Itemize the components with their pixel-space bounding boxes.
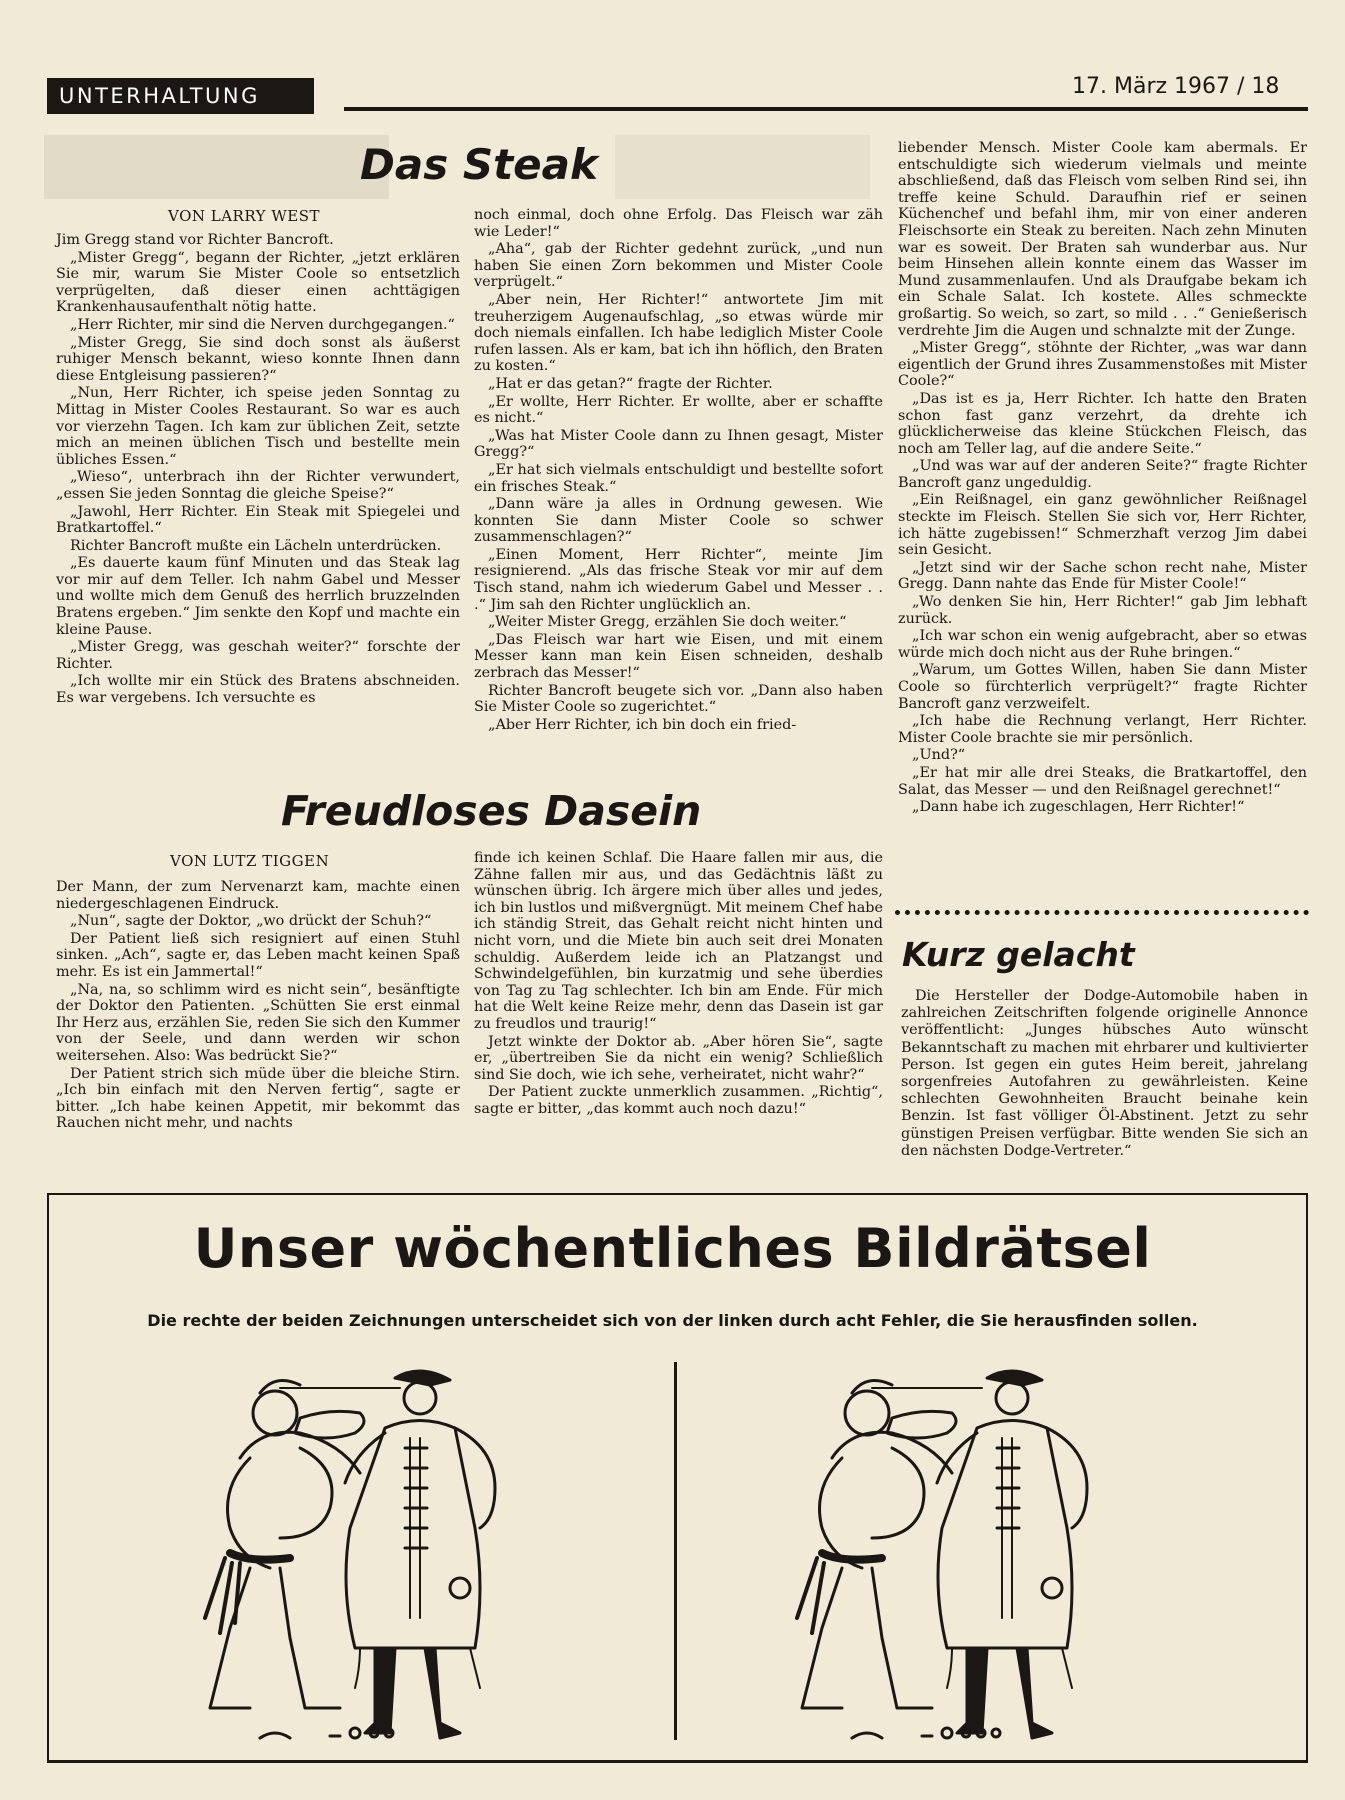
drawing-divider	[674, 1362, 677, 1740]
paragraph: „Aber Herr Richter, ich bin doch ein fried-	[488, 716, 797, 733]
dasein-column-2	[474, 850, 883, 1119]
paragraph: „Warum, um Gottes Willen, haben Sie dann Mister Coole so fürchterlich verprügelt?“ fragte Richter Bancroft ganz verzweifelt.	[898, 662, 1307, 712]
right-drawing-violinist-and-dancer	[762, 1358, 1222, 1748]
steak-column-2	[474, 207, 883, 734]
puzzle-subtitle: Die rechte der beiden Zeichnungen unterscheidet sich von der linken durch acht Fehler, die Sie herausfinden sollen.	[147, 1311, 1198, 1330]
paragraph: „Und was war auf der anderen Seite?“ fragte Richter Bancroft ganz ungeduldig.	[898, 458, 1307, 491]
paragraph: „Aha“, gab der Richter gedehnt zurück, „und nun haben Sie einen Zorn bekommen und Mister Coole verprügelt.“	[474, 241, 883, 291]
paragraph: „Und?“	[912, 747, 966, 764]
steak-headline: Das Steak	[360, 140, 598, 189]
section-badge: UNTERHALTUNG	[47, 78, 314, 114]
paragraph: „Mister Gregg, was geschah weiter?“ forschte der Richter.	[56, 639, 460, 672]
dasein-byline: VON LUTZ TIGGEN	[170, 852, 330, 870]
paragraph: Richter Bancroft mußte ein Lächeln unterdrücken.	[70, 537, 442, 554]
paragraph: „Herr Richter, mir sind die Nerven durchgegangen.“	[70, 316, 455, 333]
paragraph: „Einen Moment, Herr Richter“, meinte Jim resignierend. „Als das frische Steak vor mir auf dem Tisch stand, nahm ich wiederum Gabel und Messer . . .“ Jim sah den Richter unglücklich an.	[474, 546, 883, 613]
paragraph: „Mister Gregg, Sie sind doch sonst als äußerst ruhiger Mensch bekannt, wieso konnte Ihnen dann diese Entgleisung passieren?“	[56, 334, 460, 384]
paragraph: „Ein Reißnagel, ein ganz gewöhnlicher Reißnagel steckte im Fleisch. Stellen Sie sich vor, Herr Richter, ich hätte zugebissen!“ Schmerzhaft verzog Jim dabei sein Gesicht.	[898, 492, 1307, 559]
paragraph: „Dann wäre ja alles in Ordnung gewesen. Wie konnten Sie dann Mister Coole so schwer zusammenschlagen?“	[474, 496, 883, 546]
paragraph: Richter Bancroft beugete sich vor. „Dann also haben Sie Mister Coole so zugerichtet.“	[474, 682, 883, 716]
header-rule	[344, 107, 1308, 111]
paragraph: „Nun, Herr Richter, ich speise jeden Sonntag zu Mittag in Mister Cooles Restaurant. So war es auch vor vierzehn Tagen. Ich kam zur üblichen Zeit, setzte mich an meinen üblichen Tisch und bestellte mein übliches Essen.“	[56, 385, 460, 468]
kurz-text: Die Hersteller der Dodge-Automobile haben in zahlreichen Zeitschriften folgende originelle Annonce veröffentlicht: „Junges hübsches Auto wünscht Bekanntschaft zu machen mit ehrbarer und kultivierter Person. Ist gegen ein gutes Heim bereit, jahrelang sorgenfreies Autofahren zu gewährleisten. Keine schlechten Gewohnheiten Braucht beinahe kein Benzin. Ist fast völliger Öl-Abstinent. Jetzt zu sehr günstigen Preisen verfügbar. Bitte wenden Sie sich an den nächsten Dodge-Vertreter.“	[901, 988, 1308, 1159]
paragraph: „Dann habe ich zugeschlagen, Herr Richter!“	[912, 799, 1245, 816]
paragraph: „Jawohl, Herr Richter. Ein Steak mit Spiegelei und Bratkartoffel.“	[56, 503, 460, 537]
paragraph: liebender Mensch. Mister Coole kam abermals. Er entschuldigte sich wiederum vielmals und meinte abschließend, daß das Fleisch vom selben Rind sei, ihn treffe keine Schuld. Daraufhin rief er seinen Küchenchef und befahl ihm, mir von einer anderen Fleischsorte ein Steak zu bereiten. Nach zehn Minuten war es soweit. Der Braten sah wunderbar aus. Nur beim Hinsehen allein konnte einem das Wasser im Mund zusammenlaufen. Und als Draufgabe bekam ich ein Schale Salat. Ich kostete. Alles schmeckte großartig. So weich, so zart, so mild . . .“ Genießerisch verdrehte Jim die Augen und schnalzte mit der Zunge.	[898, 140, 1307, 339]
paragraph: „Na, na, so schlimm wird es nicht sein“, besänftigte der Doktor den Patienten. „Schütten Sie erst einmal Ihr Herz aus, erzählen Sie, reden Sie sich den Kummer von der Seele, und dann werden wir schon weitersehen. Also: Was bedrückt Sie?“	[56, 981, 460, 1064]
dasein-headline: Freudloses Dasein	[281, 787, 702, 835]
paragraph: „Was hat Mister Coole dann zu Ihnen gesagt, Mister Gregg?“	[474, 427, 883, 461]
paragraph: Jim Gregg stand vor Richter Bancroft.	[56, 232, 334, 248]
kurz-body	[901, 988, 1308, 1160]
paragraph: „Er hat mir alle drei Steaks, die Bratkartoffel, den Salat, das Messer — und den Reißnagel gerechnet!“	[898, 764, 1307, 798]
paragraph: „Er hat sich vielmals entschuldigt und bestellte sofort ein frisches Steak.“	[474, 461, 883, 495]
paragraph: Der Patient ließ sich resigniert auf einen Stuhl sinken. „Ach“, sagte er, das Leben macht keinen Spaß mehr. Es ist ein Jammertal!“	[56, 930, 460, 980]
paragraph: finde ich keinen Schlaf. Die Haare fallen mir aus, die Zähne fallen mir aus, und das Gedächtnis läßt zu wünschen übrig. Ich ärgere mich über alles und jedes, ich bin lustlos und mißvergnügt. Mit meinem Chef habe ich ständig Streit, das Gehalt reicht nicht hinten und nicht vorn, und die Miete bin auch seit drei Monaten schuldig. Außerdem leide ich an Platzangst und Schwindelgefühlen, bin kurzatmig und sehe überdies von Tag zu Tag schlechter. Ich bin am Ende. Für mich hat die Welt keine Reize mehr, denn das Dasein ist gar zu freudlos und traurig!“	[474, 850, 883, 1032]
left-drawing-violinist-and-dancer	[170, 1358, 630, 1748]
paragraph: „Hat er das getan?“ fragte der Richter.	[488, 375, 773, 392]
paragraph: Der Mann, der zum Nervenarzt kam, machte einen niedergeschlagenen Eindruck.	[56, 879, 460, 912]
paragraph: „Mister Gregg“, begann der Richter, „jetzt erklären Sie mir, warum Sie Mister Coole so entsetzlich verprügelten, daß dieser einen achttägigen Krankenhausaufenthalt nötig hatte.	[56, 249, 460, 316]
paragraph: „Wieso“, unterbrach ihn der Richter verwundert, „essen Sie jeden Sonntag die gleiche Speise?“	[56, 469, 460, 502]
kurz-headline: Kurz gelacht	[902, 935, 1135, 974]
paragraph: „Ich war schon ein wenig aufgebracht, aber so etwas würde mich doch nicht aus der Ruhe bringen.“	[898, 628, 1307, 661]
paragraph: „Mister Gregg“, stöhnte der Richter, „was war dann eigentlich der Grund ihres Zusammenstoßes mit Mister Coole?“	[898, 340, 1307, 390]
paragraph: „Weiter Mister Gregg, erzählen Sie doch weiter.“	[488, 614, 847, 631]
bleed-through-shadow	[615, 135, 870, 199]
steak-byline: VON LARRY WEST	[168, 207, 320, 225]
steak-column-1	[56, 232, 460, 708]
paragraph: „Jetzt sind wir der Sache schon recht nahe, Mister Gregg. Dann nahte das Ende für Mister Coole!“	[898, 559, 1307, 593]
puzzle-frame-top	[47, 1193, 1308, 1195]
paragraph: „Er wollte, Herr Richter. Er wollte, aber er schaffte es nicht.“	[474, 393, 883, 427]
puzzle-frame-bottom	[47, 1760, 1308, 1763]
dasein-column-1	[56, 879, 460, 1133]
bleed-through-shadow	[44, 135, 389, 199]
paragraph: „Nun“, sagte der Doktor, „wo drückt der Schuh?“	[70, 913, 432, 930]
puzzle-title: Unser wöchentliches Bildrätsel	[193, 1217, 1152, 1280]
paragraph: „Wo denken Sie hin, Herr Richter!“ gab Jim lebhaft zurück.	[898, 594, 1307, 627]
paragraph: Der Patient strich sich müde über die bleiche Stirn. „Ich bin einfach mit den Nerven fertig“, sagte er bitter. „Ich habe keinen Appetit, mir bekommt das Rauchen nicht mehr, und nachts	[56, 1065, 460, 1132]
dotted-separator	[895, 910, 1309, 915]
steak-column-3	[898, 140, 1307, 817]
paragraph: „Ich wollte mir ein Stück des Bratens abschneiden. Es war vergebens. Ich versuchte es	[56, 673, 460, 707]
paragraph: „Ich habe die Rechnung verlangt, Herr Richter. Mister Coole brachte sie mir persönlich.	[898, 713, 1307, 746]
date-page-number: 17. März 1967 / 18	[1072, 74, 1280, 99]
paragraph: „Aber nein, Her Richter!“ antwortete Jim mit treuherzigem Augenaufschlag, „so etwas würde mir doch niemals einfallen. Ich habe lediglich Mister Coole rufen lassen. Als er kam, bat ich ihn höflich, den Braten zu kosten.“	[474, 291, 883, 375]
paragraph: Jetzt winkte der Doktor ab. „Aber hören Sie“, sagte er, „übertreiben Sie da nicht ein wenig? Schließlich sind Sie doch, wie ich sehe, verheiratet, nicht wahr?“	[474, 1033, 883, 1083]
paragraph: Der Patient zuckte unmerklich zusammen. „Richtig“, sagte er bitter, „das kommt auch noch dazu!“	[474, 1084, 883, 1117]
paragraph: „Das ist es ja, Herr Richter. Ich hatte den Braten schon fast ganz verzehrt, da drehte ich glücklicherweise das kleine Stückchen Fleisch, das noch am Teller lag, auf die andere Seite.“	[898, 390, 1307, 457]
paragraph: „Es dauerte kaum fünf Minuten und das Steak lag vor mir auf dem Teller. Ich nahm Gabel und Messer und wollte mich dem Genuß des herrlich bruzzelnden Bratens ergeben.“ Jim senkte den Kopf und machte ein kleine Pause.	[56, 555, 460, 638]
paragraph: noch einmal, doch ohne Erfolg. Das Fleisch war zäh wie Leder!“	[474, 207, 883, 240]
paragraph: „Das Fleisch war hart wie Eisen, und mit einem Messer kann man kein Eisen schneiden, deshalb zerbrach das Messer!“	[474, 631, 883, 682]
